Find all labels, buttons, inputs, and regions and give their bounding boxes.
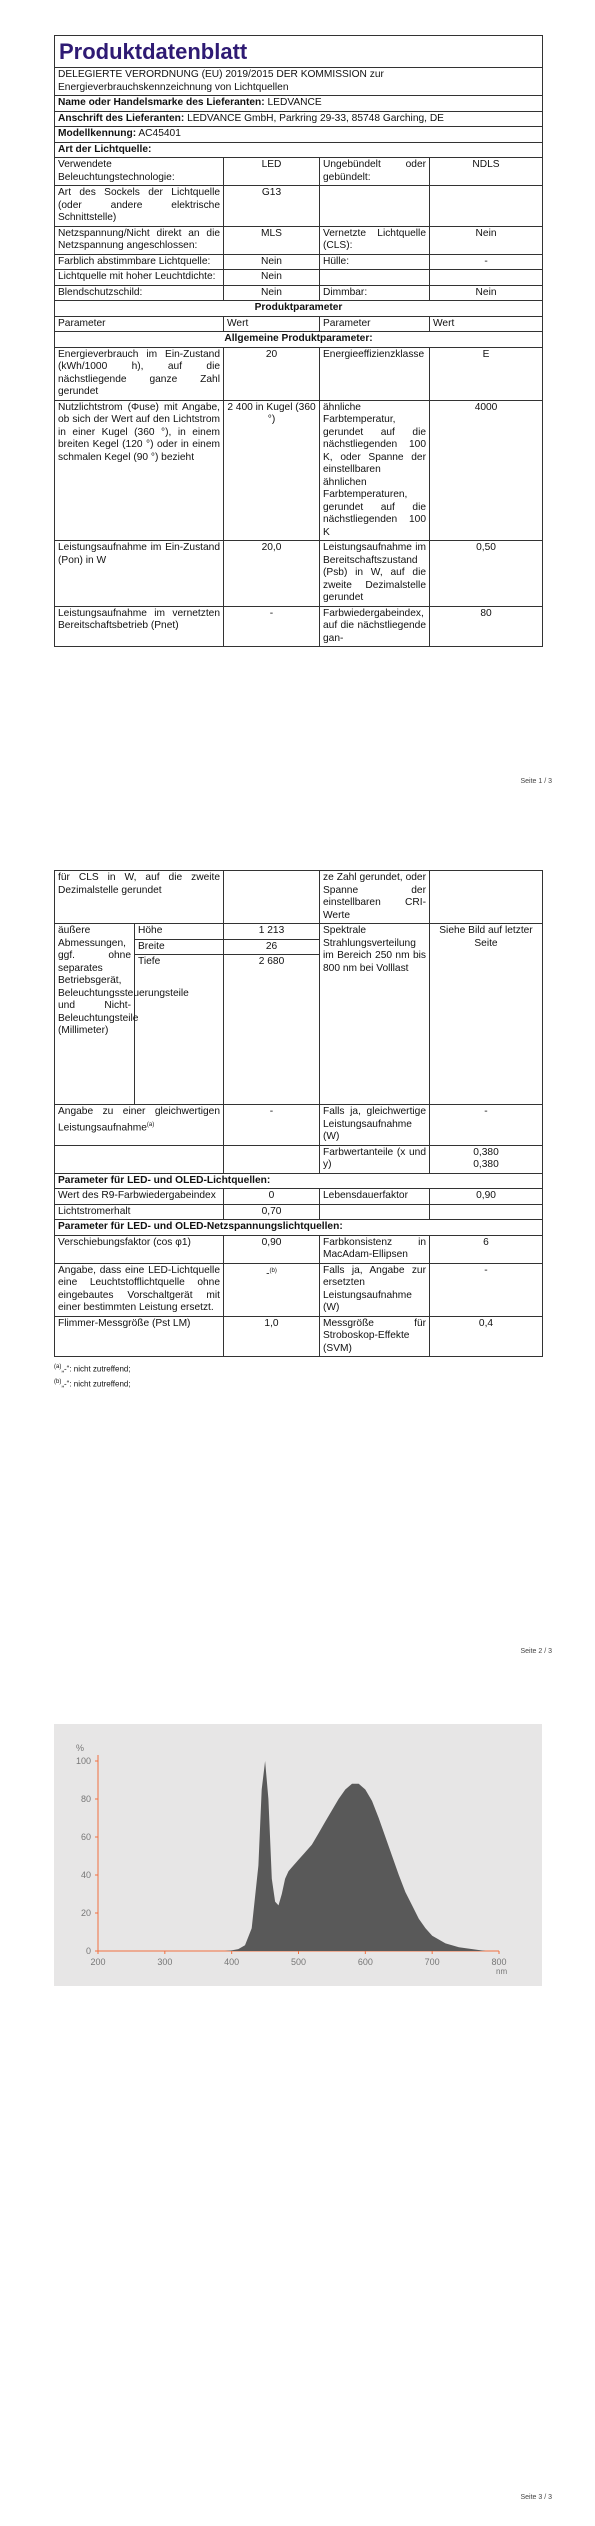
model-row	[55, 127, 543, 143]
supplier-address: LEDVANCE GmbH, Parkring 29-33, 85748 Garching, DE	[187, 112, 444, 124]
page-number: Seite 1 / 3	[520, 778, 552, 785]
table-row: Farbwertanteile (x und y) 0,380 0,380	[55, 1145, 543, 1173]
table-row: Leistungsaufnahme im Ein-Zustand (Pon) in W 20,0 Leistungsaufnahme im Bereitschaftszustand (Psb) in W, auf die zweite Dezimalstelle gerundet 0,50	[55, 541, 543, 607]
x-tick-label: 700	[424, 1957, 440, 1967]
general-params-heading: Allgemeine Produktparameter:	[55, 332, 543, 348]
y-axis-unit: %	[76, 1743, 85, 1753]
table-row: Blendschutzschild: Nein Dimmbar: Nein	[55, 285, 543, 301]
table-row: Farblich abstimmbare Lichtquelle: Nein Hülle: -	[55, 254, 543, 270]
footnotes	[54, 1361, 542, 1390]
supplier-name-label: Name oder Handelsmarke des Lieferanten:	[58, 97, 265, 108]
table-row: für CLS in W, auf die zweite Dezimalstelle gerundet ze Zahl gerundet, oder Spanne der einstellbaren CRI-Werte	[55, 871, 543, 924]
spectral-chart-svg	[54, 1724, 542, 1986]
spectral-distribution-chart	[54, 1724, 542, 1986]
regulation-text: DELEGIERTE VERORDNUNG (EU) 2019/2015 DER KOMMISSION zur Energieverbrauchskennzeichnung von Lichtquellen	[55, 68, 543, 96]
table-row: Flimmer-Messgröße (Pst LM) 1,0 Messgröße für Stroboskop-Effekte (SVM) 0,4	[55, 1316, 543, 1357]
model-id: AC45401	[138, 128, 181, 139]
table-row: Verschiebungsfaktor (cos φ1) 0,90 Farbkonsistenz in MacAdam-Ellipsen 6	[55, 1235, 543, 1263]
dimensions-row: Tiefe 2 680	[55, 955, 543, 1105]
table-row: Angabe, dass eine LED-Lichtquelle eine Leuchtstofflichtquelle ohne eingebautes Vorschaltgerät mit einer bestimmten Leistung ersetzt. -$^{(b)}$ Falls ja, Angabe zur ersetzten Leistungsaufnahme (W) -	[55, 1263, 543, 1316]
light-source-type-heading: Art der Lichtquelle:	[55, 142, 543, 158]
table-row: Wert des R9-Farbwiedergabeindex 0 Lebensdauerfaktor 0,90	[55, 1189, 543, 1205]
page-2	[0, 790, 595, 1660]
supplier-address-label: Anschrift des Lieferanten:	[58, 112, 185, 124]
spectrum-area	[225, 1761, 486, 1951]
table-row: Angabe zu einer gleichwertigen Leistungsaufnahme$^{(a)}$ - Falls ja, gleichwertige Leistungsaufnahme (W) -	[55, 1105, 543, 1146]
model-label: Modellkennung:	[58, 128, 137, 139]
x-tick-label: 300	[157, 1957, 173, 1967]
table-row: Art des Sockels der Lichtquelle (oder andere elektrische Schnittstelle) G13	[55, 186, 543, 227]
dimensions-row: äußere Abmessungen, ggf. ohne separates Betriebsgerät, Beleuchtungssteuerungsteile und Nicht-Beleuchtungsteile (Millimeter) Höhe 1 213 Spektrale Strahlungsverteilung im Bereich 250 nm bis 800 nm bei Volllast Siehe Bild auf letzter Seite	[55, 924, 543, 940]
spectral-label: Spektrale Strahlungsverteilung im Bereich 250 nm bis 800 nm bei Volllast	[320, 924, 430, 1105]
table-row: Lichtquelle mit hoher Leuchtdichte: Nein	[55, 270, 543, 286]
table-row: Lichtstromerhalt 0,70	[55, 1204, 543, 1220]
table-row: Leistungsaufnahme im vernetzten Bereitschaftsbetrieb (Pnet) - Farbwiedergabeindex, auf die nächstliegende gan- 80	[55, 606, 543, 647]
datasheet-table-2	[54, 870, 543, 1357]
footnote: $^{(a)}$„-“: nicht zutreffend;	[54, 1364, 131, 1374]
footnote: $^{(b)}$„-“: nicht zutreffend;	[54, 1378, 131, 1389]
page-number: Seite 3 / 3	[520, 2494, 552, 2501]
supplier-name: LEDVANCE	[267, 97, 322, 108]
y-tick-label: 0	[85, 1946, 91, 1956]
y-tick-label: 100	[75, 1756, 91, 1766]
led-params-heading: Parameter für LED- und OLED-Lichtquellen:	[55, 1173, 543, 1189]
y-tick-label: 60	[80, 1832, 91, 1842]
supplier-address-row	[55, 111, 543, 127]
table-row: Verwendete Beleuchtungstechnologie: LED Ungebündelt oder gebündelt: NDLS	[55, 158, 543, 186]
y-tick-label: 40	[80, 1870, 91, 1880]
dimensions-label: äußere Abmessungen, ggf. ohne separates Betriebsgerät, Beleuchtungssteuerungsteile und Nicht-Beleuchtungsteile (Millimeter)	[55, 924, 135, 1105]
spectral-value: Siehe Bild auf letzter Seite	[430, 924, 543, 1105]
table-row: Netzspannung/Nicht direkt an die Netzspannung angeschlossen: MLS Vernetzte Lichtquelle (CLS): Nein	[55, 226, 543, 254]
table-row: Energieverbrauch im Ein-Zustand (kWh/1000 h), auf die nächstliegende ganze Zahl gerundet 20 Energieeffizienzklasse E	[55, 347, 543, 400]
dimensions-row: Breite 26	[55, 939, 543, 955]
page-number: Seite 2 / 3	[520, 1648, 552, 1655]
y-tick-label: 20	[80, 1908, 91, 1918]
x-tick-label: 500	[290, 1957, 307, 1967]
x-tick-label: 200	[90, 1957, 106, 1967]
y-tick-label: 80	[80, 1794, 91, 1804]
supplier-name-row	[55, 96, 543, 112]
table-row: Nutzlichtstrom (Φuse) mit Angabe, ob sich der Wert auf den Lichtstrom in einer Kugel (360 °), in einem breiten Kegel (120 °) oder in einem schmalen Kegel (90 °) bezieht 2 400 in Kugel (360 °) ähnliche Farbtemperatur, gerundet auf die nächstliegenden 100 K, oder Spanne der einstellbaren ähnlichen Farbtemperaturen, gerundet auf die nächstliegenden 100 K 4000	[55, 400, 543, 541]
product-params-heading: Produktparameter	[55, 301, 543, 317]
datasheet-part-1	[54, 35, 542, 647]
x-tick-label: 800	[491, 1957, 507, 1967]
column-header-row: Parameter Wert Parameter Wert	[55, 316, 543, 332]
datasheet-part-2	[54, 870, 542, 1390]
document-title: Produktdatenblatt	[55, 36, 543, 68]
x-axis-unit: nm	[496, 1967, 508, 1976]
x-tick-label: 400	[224, 1957, 240, 1967]
page-1	[0, 0, 595, 790]
datasheet-table-1	[54, 35, 543, 647]
x-tick-label: 600	[357, 1957, 373, 1967]
mains-params-heading: Parameter für LED- und OLED-Netzspannungslichtquellen:	[55, 1220, 543, 1236]
